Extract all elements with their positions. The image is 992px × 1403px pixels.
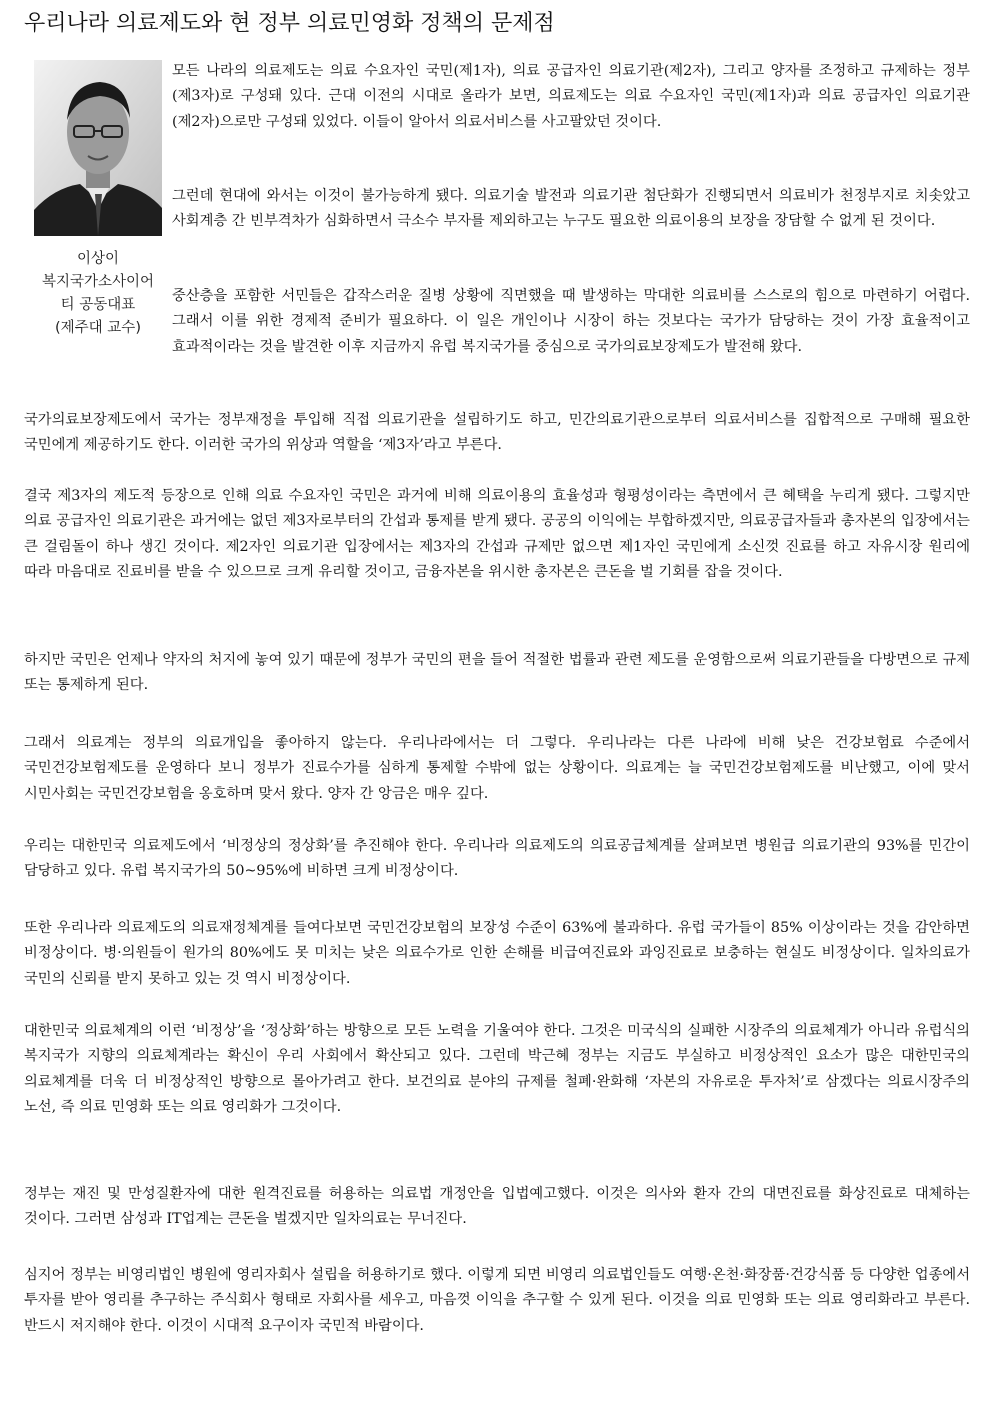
paragraph-3: 중산층을 포함한 서민들은 갑작스러운 질병 상황에 직면했을 때 발생하는 막대한 의료비를 스스로의 힘으로 마련하기 어렵다. 그래서 이를 위한 경제적 준비가 필요하다. 이 일은 개인이나 시장이 하는 것보다는 국가가 담당하는 것이 가장 효율적이고 효과적이라는 것을 발견한 이후 지금까지 유럽 복지국가를 중심으로 국가의료보장제도가 발전해 왔다. (172, 288, 970, 355)
paragraph-12: 심지어 정부는 비영리법인 병원에 영리자회사 설립을 허용하기로 했다. 이렇게 되면 비영리 의료법인들도 여행·온천·화장품·건강식품 등 다양한 업종에서 투자를 받아 영리를 추구하는 주식회사 형태로 자회사를 세우고, 마음껏 이익을 추구할 수 있게 된다. 이것을 의료 민영화 또는 의료 영리화라고 부른다. 반드시 저지해야 한다. 이것이 시대적 요구이자 국민적 바람이다. (24, 1267, 970, 1334)
paragraph-9: 또한 우리나라 의료제도의 의료재정체계를 들여다보면 국민건강보험의 보장성 수준이 63%에 불과하다. 유럽 국가들이 85% 이상이라는 것을 감안하면 비정상이다. 병·의원들이 원가의 80%에도 못 미치는 낮은 의료수가로 인한 손해를 비급여진료와 과잉진료로 보충하는 현실도 비정상이다. 일차의료가 국민의 신뢰를 받지 못하고 있는 것 역시 비정상이다. (24, 920, 970, 987)
author-box (34, 60, 162, 336)
paragraph-2: 그런데 현대에 와서는 이것이 불가능하게 됐다. 의료기술 발전과 의료기관 첨단화가 진행되면서 의료비가 천정부지로 치솟았고 사회계층 간 빈부격차가 심화하면서 극소수 부자를 제외하고는 누구도 필요한 의료이용의 보장을 장담할 수 없게 된 것이다. (172, 188, 970, 230)
paragraph-5: 결국 제3자의 제도적 등장으로 인해 의료 수요자인 국민은 과거에 비해 의료이용의 효율성과 형평성이라는 측면에서 큰 혜택을 누리게 됐다. 그렇지만 의료 공급자인 의료기관은 과거에는 없던 제3자로부터의 간섭과 통제를 받게 됐다. 공공의 이익에는 부합하겠지만, 의료공급자들과 총자본의 입장에서는 큰 걸림돌이 하나 생긴 것이다. 제2자인 의료기관 입장에서는 제3자의 간섭과 규제만 없으면 제1자인 국민에게 소신껏 진료를 하고 자유시장 원리에 따라 마음대로 진료비를 받을 수 있으므로 크게 유리할 것이고, 금융자본을 위시한 총자본은 큰돈을 벌 기회를 잡을 것이다. (24, 488, 970, 581)
paragraph-11: 정부는 재진 및 만성질환자에 대한 원격진료를 허용하는 의료법 개정안을 입법예고했다. 이것은 의사와 환자 간의 대면진료를 화상진료로 대체하는 것이다. 그러면 삼성과 IT업계는 큰돈을 벌겠지만 일차의료는 무너진다. (24, 1186, 970, 1228)
author-name: 이상이 (76, 251, 120, 267)
paragraph-4: 국가의료보장제도에서 국가는 정부재정을 투입해 직접 의료기관을 설립하기도 하고, 민간의료기관으로부터 의료서비스를 집합적으로 구매해 필요한 국민에게 제공하기도 한다. 이러한 국가의 위상과 역할을 ‘제3자’라고 부른다. (24, 412, 970, 454)
author-portrait-photo (34, 60, 162, 236)
author-affiliation-line3: (제주대 교수) (55, 320, 141, 336)
author-affiliation-line1: 복지국가소사이어 (41, 274, 155, 290)
paragraph-1: 모든 나라의 의료제도는 의료 수요자인 국민(제1자), 의료 공급자인 의료기관(제2자), 그리고 양자를 조정하고 규제하는 정부(제3자)로 구성돼 있다. 근대 이전의 시대로 올라가 보면, 의료제도는 의료 수요자인 국민(제1자)과 의료 공급자인 의료기관(제2자)으로만 구성돼 있었다. 이들이 알아서 의료서비스를 사고팔았던 것이다. (172, 63, 970, 130)
article-title: 우리나라 의료제도와 현 정부 의료민영화 정책의 문제점 (24, 11, 555, 36)
paragraph-7: 그래서 의료계는 정부의 의료개입을 좋아하지 않는다. 우리나라에서는 더 그렇다. 우리나라는 다른 나라에 비해 낮은 건강보험료 수준에서 국민건강보험제도를 운영하다 보니 정부가 진료수가를 심하게 통제할 수밖에 없는 상황이다. 의료계는 늘 국민건강보험제도를 비난했고, 이에 맞서 시민사회는 국민건강보험을 옹호하며 맞서 왔다. 양자 간 앙금은 매우 깊다. (24, 735, 970, 802)
author-caption (22, 248, 174, 340)
paragraph-8: 우리는 대한민국 의료제도에서 ‘비정상의 정상화’를 추진해야 한다. 우리나라 의료제도의 의료공급체계를 살펴보면 병원급 의료기관의 93%를 민간이 담당하고 있다. 유럽 복지국가의 50~95%에 비하면 크게 비정상이다. (24, 838, 970, 880)
author-affiliation-line2: 티 공동대표 (60, 297, 136, 313)
paragraph-6: 하지만 국민은 언제나 약자의 처지에 놓여 있기 때문에 정부가 국민의 편을 들어 적절한 법률과 관련 제도를 운영함으로써 의료기관들을 다방면으로 규제 또는 통제하게 된다. (24, 652, 970, 694)
paragraph-10: 대한민국 의료체계의 이런 ‘비정상’을 ‘정상화’하는 방향으로 모든 노력을 기울여야 한다. 그것은 미국식의 실패한 시장주의 의료체계가 아니라 유럽식의 복지국가 지향의 의료체계라는 확신이 우리 사회에서 확산되고 있다. 그런데 박근혜 정부는 지금도 부실하고 비정상적인 요소가 많은 대한민국의 의료체계를 더욱 더 비정상적인 방향으로 몰아가려고 한다. 보건의료 분야의 규제를 철폐·완화해 ‘자본의 자유로운 투자처’로 삼겠다는 의료시장주의 노선, 즉 의료 민영화 또는 의료 영리화가 그것이다. (24, 1023, 970, 1116)
